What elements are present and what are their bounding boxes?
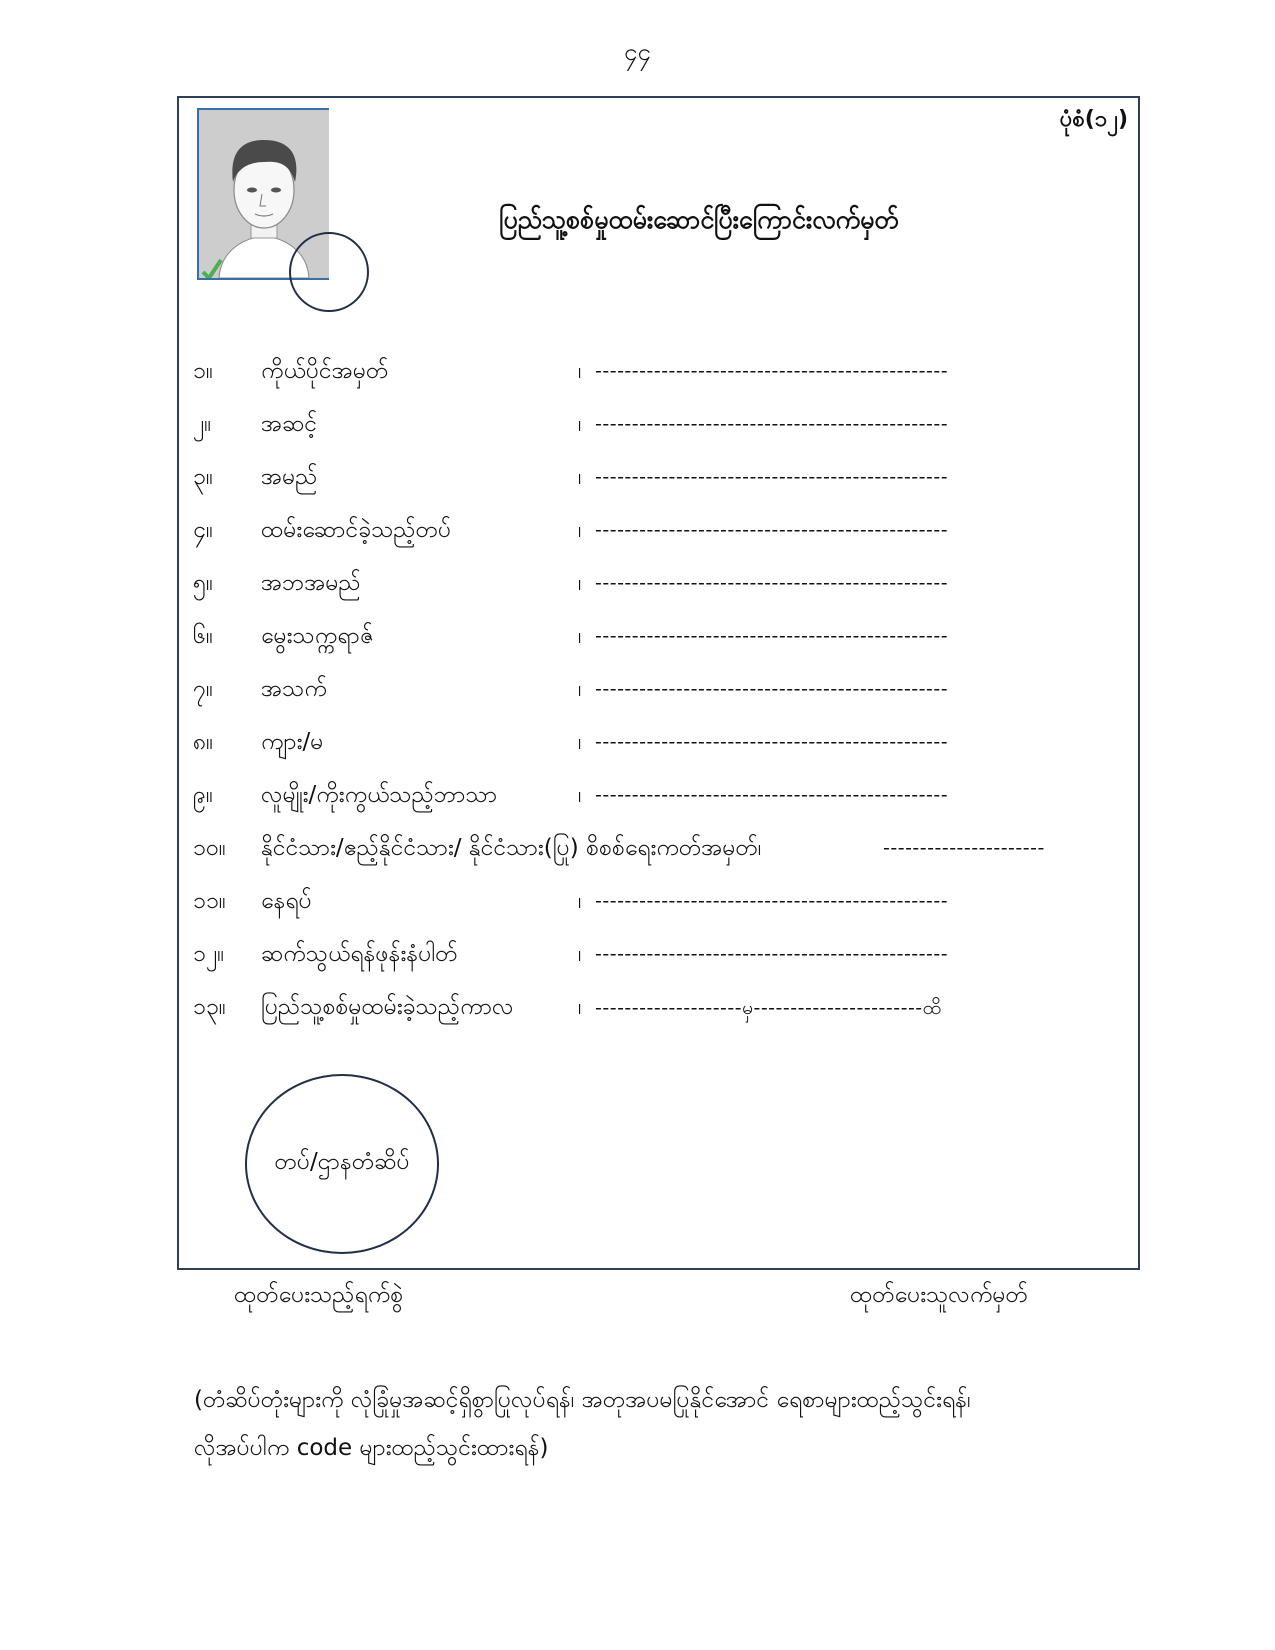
footnote	[194, 1376, 1139, 1472]
field-number: ၆။	[193, 623, 213, 649]
field-separator: ၊	[578, 782, 582, 808]
field-blank-line: ------------------------------------------------	[595, 890, 949, 912]
field-number: ၃။	[193, 464, 213, 490]
field-separator: ၊	[578, 358, 582, 384]
field-label: ဆက်သွယ်ရန်ဖုန်းနံပါတ်	[261, 941, 458, 967]
stamp-label: တပ်/ဌာနတံဆိပ်	[274, 1149, 410, 1175]
field-separator: ၊	[578, 941, 582, 967]
field-number: ၈။	[193, 729, 214, 755]
field-number: ၁၂။	[193, 941, 225, 967]
field-label: မွေးသက္ကရာဇ်	[261, 623, 374, 649]
field-number: ၉။	[193, 782, 213, 808]
form-code: ပုံစံ(၁၂)	[1059, 107, 1128, 132]
field-separator: ၊	[578, 411, 582, 437]
field-row	[193, 727, 1123, 780]
footnote-line-2: လိုအပ်ပါက code များထည့်သွင်းထားရန်)	[194, 1435, 549, 1461]
field-blank-line: ----------------------	[883, 837, 1045, 859]
field-number: ၁၃။	[193, 994, 226, 1020]
field-separator: ၊	[578, 623, 582, 649]
field-label: ကျား/မ	[261, 729, 324, 755]
field-row-service-period	[193, 992, 1123, 1045]
field-blank-line: ------------------------------------------------	[595, 519, 949, 541]
issue-date-label: ထုတ်ပေးသည့်ရက်စွဲ	[234, 1282, 404, 1308]
page-number: ၄၄	[624, 38, 651, 66]
field-number: ၁၁။	[193, 888, 226, 914]
field-number: ၇။	[193, 676, 213, 702]
field-blank-line: ------------------------------------------------	[595, 413, 949, 435]
field-blank-line: ------------------------------------------------	[595, 360, 949, 382]
field-row	[193, 674, 1123, 727]
certificate-frame	[177, 96, 1140, 1270]
field-separator: ၊	[578, 729, 582, 755]
photo-seal-circle	[289, 232, 369, 312]
field-label: အဘအမည်	[261, 570, 361, 596]
footnote-line-1: (တံဆိပ်တုံးများကို လုံခြုံမှုအဆင့်ရှိစွာပြုလုပ်ရန်၊ အတုအပမပြုနိုင်အောင် ရေစာများထည့်သွင်းရန်၊	[194, 1387, 971, 1413]
field-row-id-card	[193, 833, 1123, 886]
field-row	[193, 621, 1123, 674]
field-separator: ၊	[578, 888, 582, 914]
field-label: ပြည်သူ့စစ်မှုထမ်းခဲ့သည့်ကာလ	[261, 994, 514, 1020]
field-blank-line: ------------------------------------------------	[595, 466, 949, 488]
field-label: အမည်	[261, 464, 318, 490]
field-row	[193, 515, 1123, 568]
field-row	[193, 886, 1123, 939]
field-number: ၁၀။	[193, 835, 226, 861]
field-row	[193, 409, 1123, 462]
field-label: နေရပ်	[261, 888, 312, 914]
field-row	[193, 356, 1123, 409]
certificate-title: ပြည်သူ့စစ်မှုထမ်းဆောင်ပြီးကြောင်းလက်မှတ်	[499, 205, 899, 234]
field-label: ကိုယ်ပိုင်အမှတ်	[261, 358, 389, 384]
form-fields	[193, 356, 1123, 1045]
field-number: ၂။	[193, 411, 212, 437]
issuer-signature-label: ထုတ်ပေးသူလက်မှတ်	[850, 1282, 1028, 1308]
field-blank-line: ------------------------------------------------	[595, 943, 949, 965]
unit-stamp-circle	[245, 1074, 439, 1254]
field-blank-line: ------------------------------------------------	[595, 625, 949, 647]
field-blank-line: ------------------------------------------------	[595, 784, 949, 806]
field-blank-line: ------------------------------------------------	[595, 678, 949, 700]
field-separator: ၊	[578, 994, 582, 1020]
service-period-line: --------------------မှ-----------------------ထိ	[595, 997, 942, 1019]
field-separator: ၊	[578, 676, 582, 702]
field-blank-line: ------------------------------------------------	[595, 572, 949, 594]
field-number: ၅။	[193, 570, 213, 596]
field-row	[193, 462, 1123, 515]
field-label: အသက်	[261, 676, 327, 702]
field-label: အဆင့်	[261, 411, 318, 437]
field-separator: ၊	[578, 517, 582, 543]
field-label: လူမျိုး/ကိုးကွယ်သည့်ဘာသာ	[261, 782, 498, 808]
field-row	[193, 780, 1123, 833]
field-separator: ၊	[578, 570, 582, 596]
field-label: နိုင်ငံသား/ဧည့်နိုင်ငံသား/ နိုင်ငံသား(ပြု) စိစစ်ရေးကတ်အမှတ်၊	[261, 835, 762, 861]
field-number: ၁။	[193, 358, 213, 384]
field-label: ထမ်းဆောင်ခဲ့သည့်တပ်	[261, 517, 452, 543]
field-number: ၄။	[193, 517, 213, 543]
field-row	[193, 568, 1123, 621]
field-separator: ၊	[578, 464, 582, 490]
field-row	[193, 939, 1123, 992]
field-blank-line: ------------------------------------------------	[595, 731, 949, 753]
